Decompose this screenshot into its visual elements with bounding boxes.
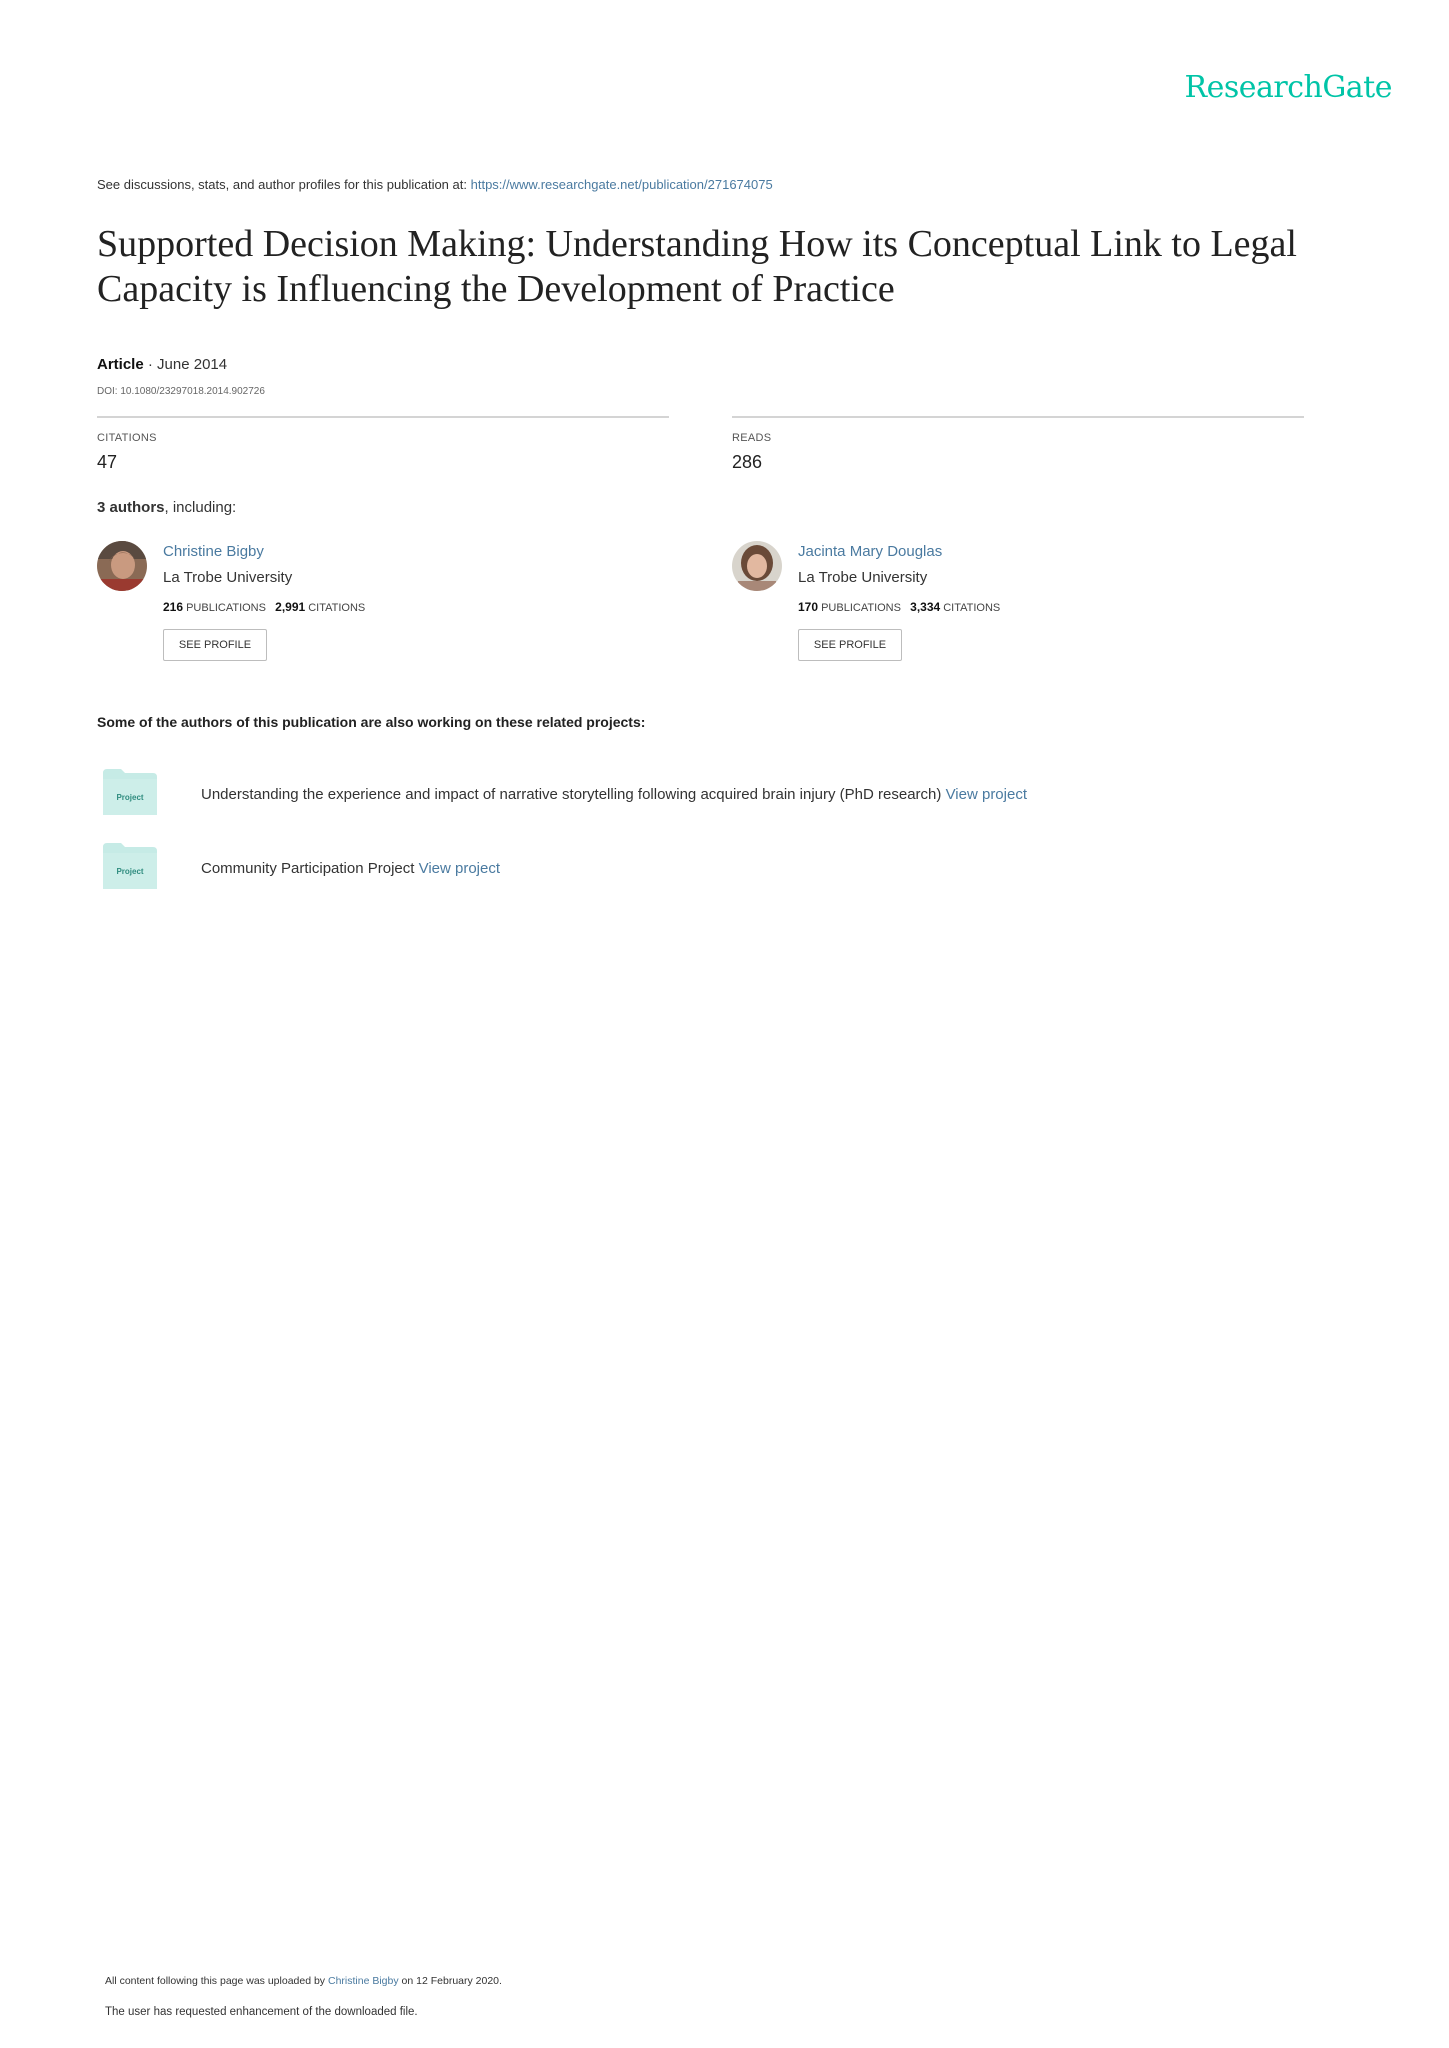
related-projects-heading: Some of the authors of this publication are also working on these related projects:	[97, 714, 646, 730]
reads-divider	[732, 416, 1304, 418]
author-institution: La Trobe University	[163, 569, 293, 586]
discussion-line	[97, 177, 773, 192]
author-publications-count: 216	[163, 600, 184, 614]
author-stats	[163, 600, 365, 614]
folder-icon	[103, 843, 157, 889]
researchgate-logo[interactable]: ResearchGate	[1184, 70, 1392, 105]
publication-meta	[97, 356, 227, 373]
meta-separator: ·	[143, 356, 158, 373]
authors-count: 3 authors	[97, 499, 165, 516]
authors-suffix: , including:	[164, 499, 237, 516]
citations-label: CITATIONS	[97, 432, 157, 444]
author-citations-count: 2,991	[275, 600, 306, 614]
project-item	[201, 860, 500, 877]
upload-note	[105, 1975, 502, 1987]
citations-divider	[97, 416, 669, 418]
author-stats	[798, 600, 1000, 614]
project-item	[201, 786, 1027, 803]
author-name-link[interactable]: Jacinta Mary Douglas	[798, 543, 943, 560]
citations-count: 47	[97, 452, 118, 472]
author-name-link[interactable]: Christine Bigby	[163, 543, 264, 560]
publication-date: June 2014	[157, 356, 228, 373]
author-citations-label: CITATIONS	[943, 602, 1001, 614]
avatar[interactable]	[732, 541, 782, 591]
authors-heading	[97, 499, 236, 516]
author-publications-label: PUBLICATIONS	[186, 602, 266, 614]
reads-count: 286	[732, 452, 763, 472]
project-icon-label: Project	[116, 867, 144, 876]
publication-url-link[interactable]: https://www.researchgate.net/publication/271674075	[470, 177, 773, 192]
publication-type: Article	[97, 356, 144, 373]
author-citations-count: 3,334	[910, 600, 941, 614]
author-publications-count: 170	[798, 600, 819, 614]
view-project-link[interactable]: View project	[945, 786, 1027, 803]
author-institution: La Trobe University	[798, 569, 928, 586]
author-citations-label: CITATIONS	[308, 602, 366, 614]
upload-prefix: All content following this page was uploaded by	[105, 1975, 326, 1987]
project-title: Understanding the experience and impact of narrative storytelling following acquired brain injury (PhD research)	[201, 786, 942, 803]
upload-suffix: on 12 February 2020.	[401, 1975, 502, 1987]
author-publications-label: PUBLICATIONS	[821, 602, 901, 614]
discussion-prefix: See discussions, stats, and author profiles for this publication at:	[97, 177, 467, 192]
view-project-link[interactable]: View project	[418, 860, 501, 877]
see-profile-button[interactable]: SEE PROFILE	[798, 629, 902, 661]
publication-title: Supported Decision Making: Understanding How its Conceptual Link to Legal Capacity is Influencing the Development of Practice	[97, 223, 1297, 310]
project-icon-label: Project	[116, 793, 144, 802]
avatar[interactable]	[97, 541, 147, 591]
enhancement-note: The user has requested enhancement of the downloaded file.	[105, 2006, 418, 2018]
uploader-link[interactable]: Christine Bigby	[327, 1975, 399, 1987]
doi: DOI: 10.1080/23297018.2014.902726	[97, 386, 265, 397]
reads-label: READS	[732, 432, 772, 444]
see-profile-button[interactable]: SEE PROFILE	[163, 629, 267, 661]
project-title: Community Participation Project	[201, 860, 415, 877]
folder-icon	[103, 769, 157, 815]
